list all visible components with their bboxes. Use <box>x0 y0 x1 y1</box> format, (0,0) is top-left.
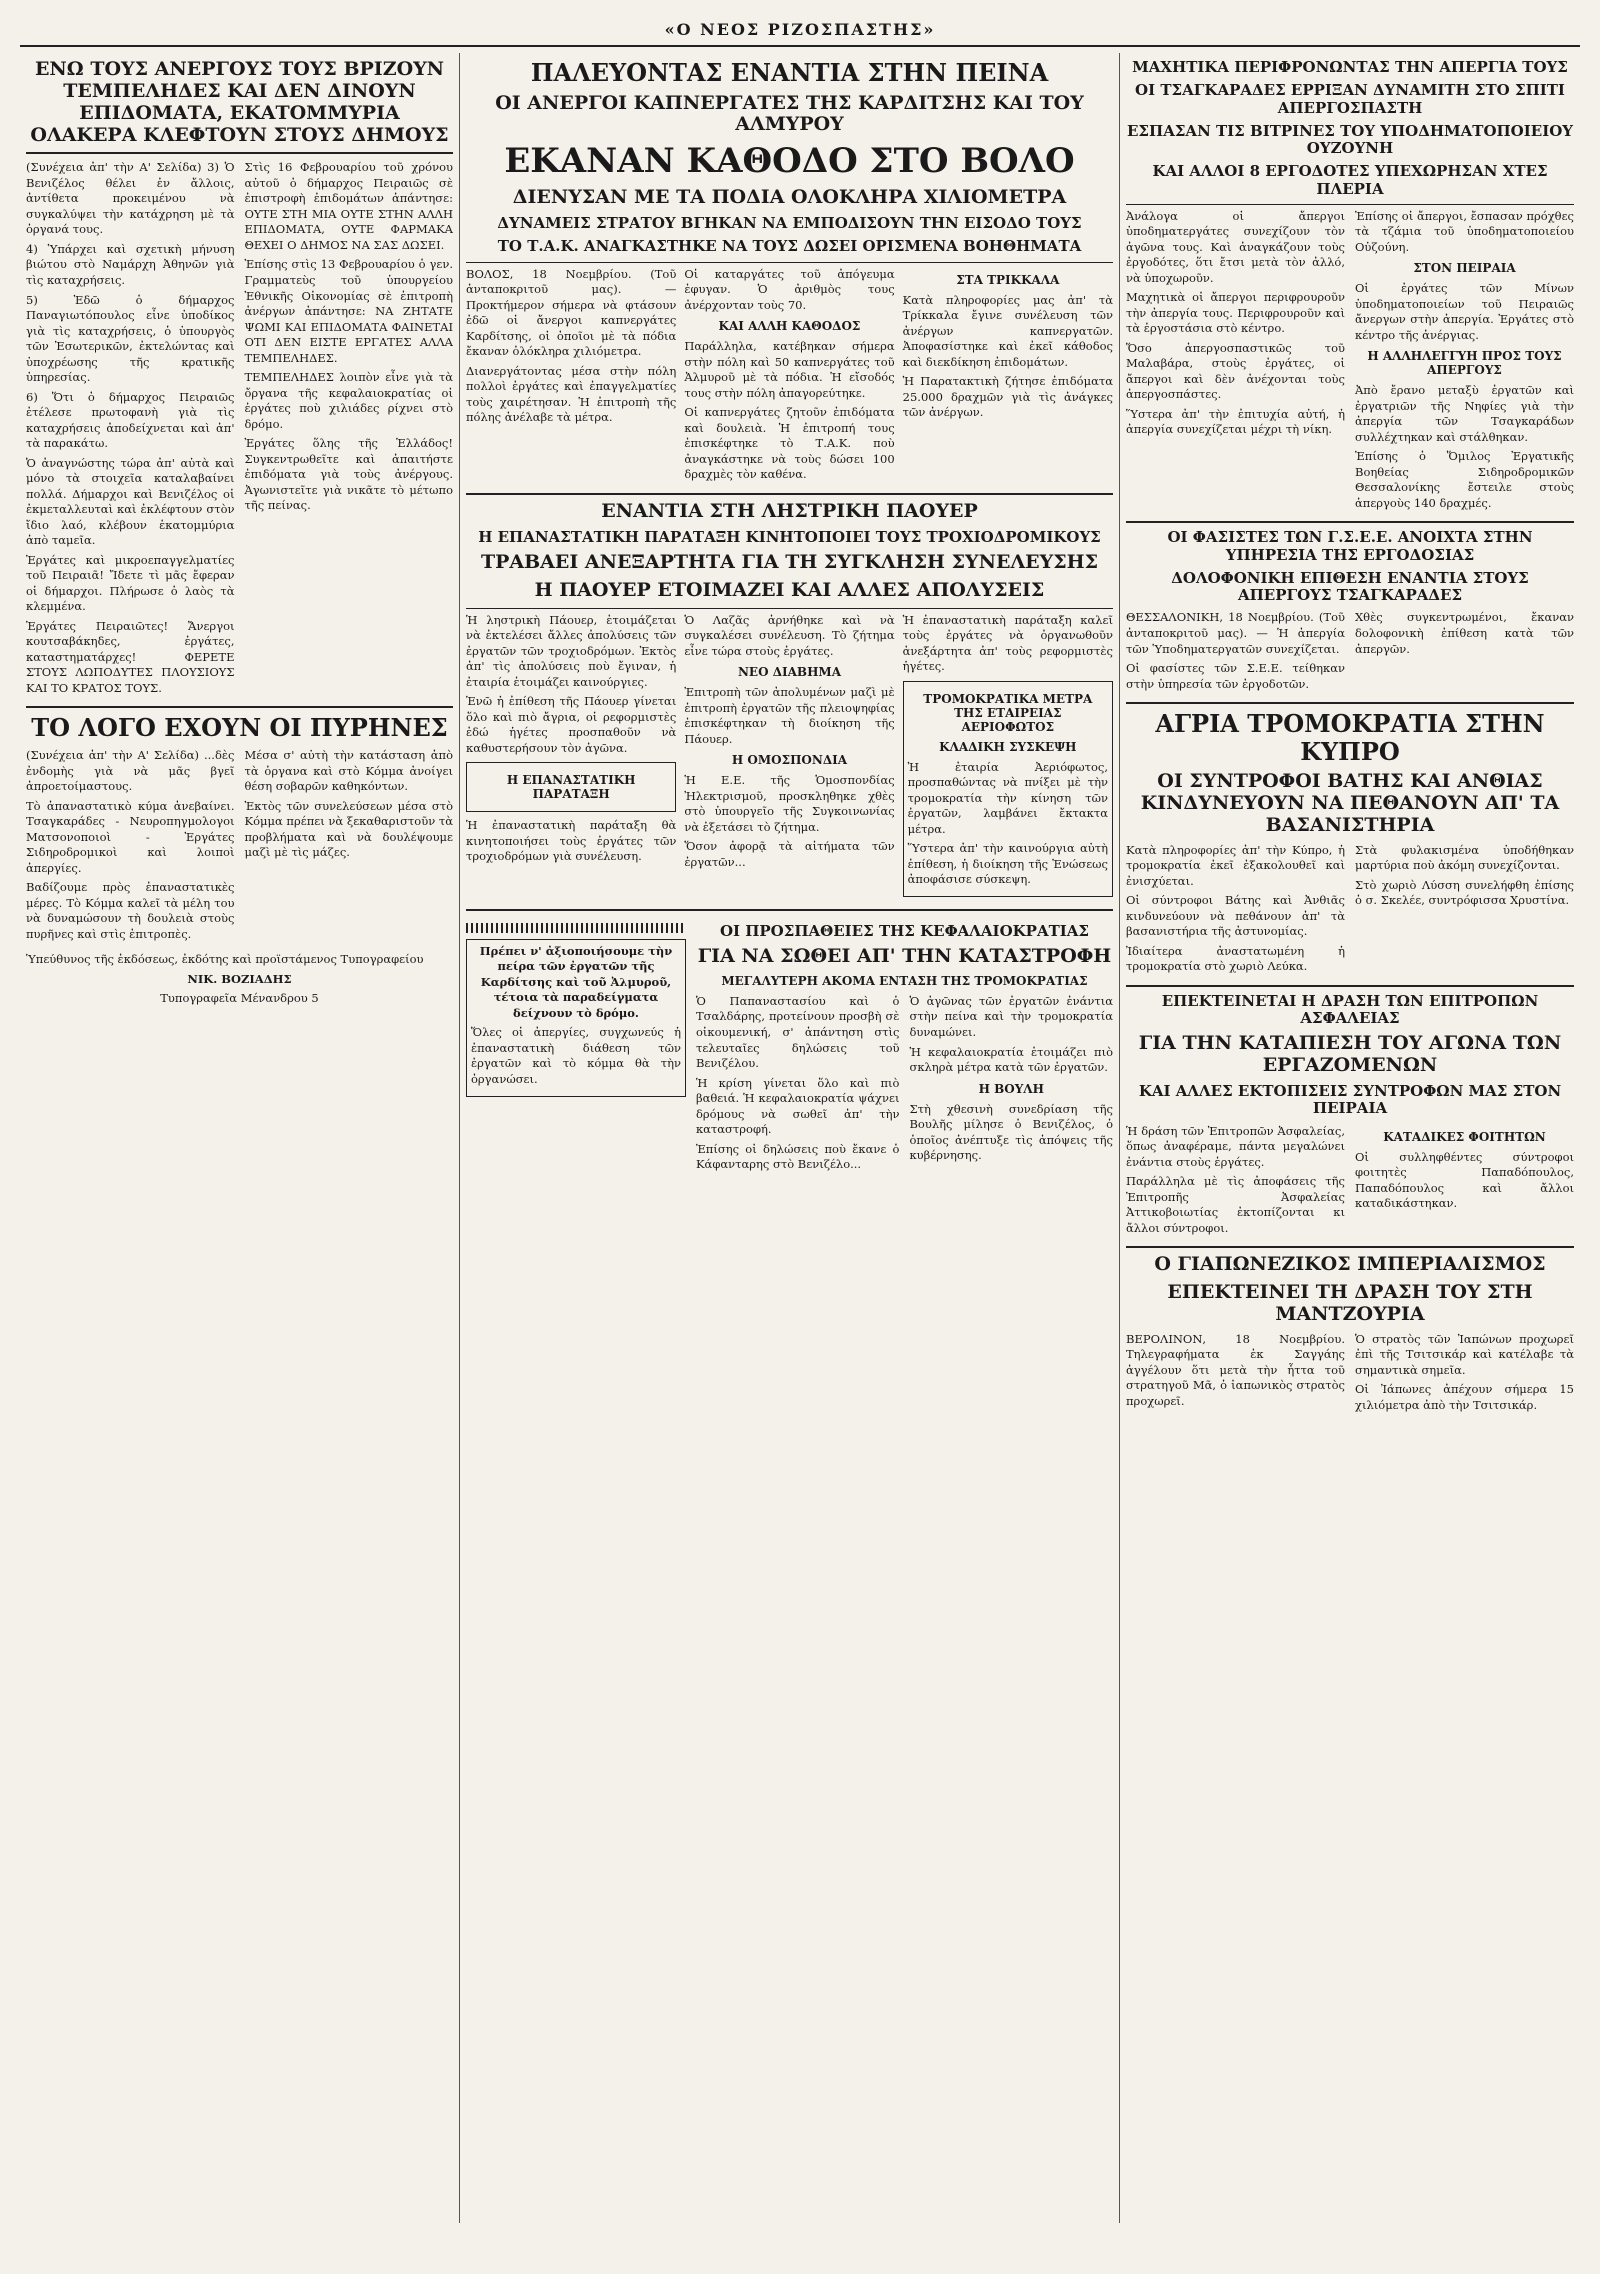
paragraph: Κατὰ πληροφορίες ἀπ' τὴν Κύπρο, ἡ τρομοκρατία ἐκεῖ ἐξακολουθεῖ καὶ ἐνισχύεται. <box>1126 842 1345 888</box>
imprint-signature: ΝΙΚ. ΒΟΖΙΑΔΗΣ <box>187 971 292 986</box>
capital-body <box>696 994 1113 1177</box>
paragraph: ΒΟΛΟΣ, 18 Νοεμβρίου. (Τοῦ ἀνταποκριτοῦ μας). — Προκτήμερον σήμερα νὰ φτάσουν ἐδῶ οἱ ἄνεργοι καπνεργάτες Καρδίτσης, οἱ ὁποῖοι μὲ τὰ πόδια ἔκαναν ὁλόκληρα χιλιόμετρα. <box>466 266 677 359</box>
divider <box>1126 204 1574 205</box>
paragraph: Ἐπίσης ὁ Ὅμιλος Ἐργατικῆς Βοηθείας Σιδηροδρομικῶν Θεσσαλονίκης ἔστειλε στοὺς ἀπεργοὺς 140 δραχμές. <box>1355 449 1574 510</box>
strike-line2: ΟΙ ΤΣΑΓΚΑΡΑΔΕΣ ΕΡΡΙΞΑΝ ΔΥΝΑΜΙΤΗ ΣΤΟ ΣΠΙΤΙ ΑΠΕΡΓΟΣΠΑΣΤΗ <box>1135 81 1565 117</box>
paragraph: Τὸ ἀπαναστατικὸ κύμα ἀνεβαίνει. Τσαγκαράδες - Νευροπηγμολογοι Ματσονοποιοὶ - Ἐργάτες Σιδηροδρομικοὶ καὶ λοιποὶ ἀπεργίες. <box>26 798 235 875</box>
japan-line2: ΕΠΕΚΤΕΙΝΕΙ ΤΗ ΔΡΑΣΗ ΤΟΥ ΣΤΗ ΜΑΝΤΖΟΥΡΙΑ <box>1167 1281 1533 1325</box>
capital-line1: ΟΙ ΠΡΟΣΠΑΘΕΙΕΣ ΤΗΣ ΚΕΦΑΛΑΙΟΚΡΑΤΙΑΣ <box>719 921 1090 940</box>
paragraph: Οἱ φασίστες τῶν Σ.Ε.Ε. τείθηκαν στὴν ὑπηρεσία τῶν ἐργοδοτῶν. <box>1126 661 1345 691</box>
paragraph: Ἡ Ε.Ε. τῆς Ὁμοσπονδίας Ἠλεκτρισμοῦ, προσκληθηκε χθὲς στὸ ὑπουργεῖο τῆς Συγκοινωνίας νὰ ἐξετάσει τὸ ζήτημα. <box>684 773 895 834</box>
fascists-line1: ΟΙ ΦΑΣΙΣΤΕΣ ΤΩΝ Γ.Σ.Ε.Ε. ΑΝΟΙΧΤΑ ΣΤΗΝ ΥΠΗΡΕΣΙΑ ΤΗΣ ΕΡΓΟΔΟΣΙΑΣ <box>1167 528 1533 564</box>
paragraph: Ἀνάλογα οἱ ἄπεργοι ὑποδηματεργάτες συνεχίζουν τὸν ἀγῶνα τους. Καὶ ἀναγκάζουν τοὺς ἐργοδότες, ὅτι ἔτσι μετὰ τὸν ἀλλό, νὰ ὑποχωροῦν. <box>1126 208 1345 285</box>
paragraph: Ἐργάτες καὶ μικροεπαγγελματίες τοῦ Πειραιᾶ! Ἴδετε τὶ μᾶς ἔφεραν οἱ δήμαρχοι. Πλήρωσε ὁ λαὸς τὰ κλεμμένα. <box>26 552 235 614</box>
main-headline: ΕΚΑΝΑΝ ΚΑΘΟΔΟ ΣΤΟ ΒΟΛΟ <box>504 141 1075 182</box>
subheading: ΣΤΟΝ ΠΕΙΡΑΙΑ <box>1413 261 1516 276</box>
strike-body <box>1126 209 1574 516</box>
strike-line4: ΚΑΙ ΑΛΛΟΙ 8 ΕΡΓΟΔΟΤΕΣ ΥΠΕΧΩΡΗΣΑΝ ΧΤΕΣ ΠΛΕΡΙΑ <box>1152 162 1548 198</box>
paragraph: Βαδίζουμε πρὸς ἐπαναστατικὲς μέρες. Τὸ Κόμμα καλεῖ τὰ μέλη του νὰ δυναμώσουν τὴ δουλειὰ στοὺς πυρῆνες καὶ στὶς ἐπιτροπὲς. <box>26 880 235 941</box>
paragraph: Οἱ συλληφθέντες σύντροφοι φοιτητὲς Παπαδόπουλος, Παπαδόπουλος καὶ ἄλλοι καταδικάστηκαν. <box>1355 1149 1574 1211</box>
paragraph: (Συνέχεια ἀπ' τὴν Α' Σελίδα) 3) Ὁ Βενιζέλος θέλει ἐν ἄλλοις, ἀντίθετα προκειμένου νὰ συγκαλύψει τὴν κατάχρηση μὲ τὰ ὀργανά τους. <box>26 160 235 237</box>
paragraph: Ὁ ἀγῶνας τῶν ἐργατῶν ἐνάντια στὴν πείνα καὶ τὴν τρομοκρατία δυναμώνει. <box>909 993 1113 1039</box>
paragraph: Στὸ χωριὸ Λύσση συνελήφθη ἐπίσης ὁ σ. Σκελέε, συντρόφισσα Χρυστίνα. <box>1355 877 1574 908</box>
imprint <box>26 952 453 1007</box>
main-line3: ΔΙΕΝΥΣΑΝ ΜΕ ΤΑ ΠΟΔΙΑ ΟΛΟΚΛΗΡΑ ΧΙΛΙΟΜΕΤΡΑ <box>512 186 1067 209</box>
paragraph: Ἡ δράση τῶν Ἐπιτροπῶν Ἀσφαλείας, ὅπως ἀναφέραμε, πάντα μεγαλώνει ἐνάντια στοὺς ἐργάτες. <box>1126 1123 1345 1169</box>
japan-body <box>1126 1332 1574 1418</box>
column-center <box>460 53 1120 2223</box>
paragraph: Οἱ καταργάτες τοῦ ἀπόγευμα ἐφυγαν. Ὁ ἀριθμὸς τους ἀνέρχονταν τοὺς 70. <box>684 266 895 312</box>
divider <box>1126 521 1574 523</box>
subheading: ΚΑΤΑΔΙΚΕΣ ΦΟΙΤΗΤΩΝ <box>1383 1129 1546 1144</box>
paragraph: Ἡ κεφαλαιοκρατία ἑτοιμάζει πιὸ σκληρὰ μέτρα κατὰ τῶν ἐργατῶν. <box>909 1044 1113 1075</box>
fascists-line2: ΔΟΛΟΦΟΝΙΚΗ ΕΠΙΘΕΣΗ ΕΝΑΝΤΙΑ ΣΤΟΥΣ ΑΠΕΡΓΟΥΣ ΤΣΑΓΚΑΡΑΔΕΣ <box>1171 568 1529 605</box>
divider <box>466 262 1113 263</box>
divider <box>26 152 453 154</box>
paragraph: Ὁ Λαζᾶς ἀρνήθηκε καὶ νὰ συγκαλέσει συνέλευση. Τὸ ζήτημα εἶνε τώρα στοὺς ἐργάτες. <box>684 612 895 658</box>
subheading: Η ΟΜΟΣΠΟΝΔΙΑ <box>731 753 848 768</box>
divider <box>1126 1246 1574 1248</box>
column-left <box>20 53 460 2223</box>
paragraph: ΘΕΣΣΑΛΟΝΙΚΗ, 18 Νοεμβρίου. (Τοῦ ἀνταποκριτοῦ μας). — Ἡ ἀπεργία τῶν Ὑποδηματεργατῶν συνεχίζεται. <box>1126 610 1345 656</box>
paragraph: Στὶς 16 Φεβρουαρίου τοῦ χρόνου αὐτοῦ ὁ δήμαρχος Πειραιῶς σὲ ἐπιστροφὴ ἐπιδομάτων ἀπάντησε: ΟΥΤΕ ΣΤΗ ΜΙΑ ΟΥΤΕ ΣΤΗΝ ΑΛΛΗ ΕΠΙΔΟΜΑΤΑ, ΟΥΤΕ ΦΑΡΜΑΚΑ ΘΕΧΕΙ Ο ΔΗΜΟΣ ΝΑ ΣΑΣ ΔΩΣΕΙ. <box>244 160 453 252</box>
power-line1: ΕΝΑΝΤΙΑ ΣΤΗ ΛΗΣΤΡΙΚΗ ΠΑΟΥΕΡ <box>601 499 978 522</box>
main-line2: ΟΙ ΑΝΕΡΓΟΙ ΚΑΠΝΕΡΓΑΤΕΣ ΤΗΣ ΚΑΡΔΙΤΣΗΣ ΚΑΙ ΤΟΥ ΑΛΜΥΡΟΥ <box>495 91 1084 136</box>
paragraph: Διανεργάτοντας μέσα στὴν πόλη πολλοὶ ἐργάτες καὶ ἐπαγγελματίες τοὺς χαιρέτησαν. Ἡ ἐπιτροπὴ τῆς πόλης ἀνέλαβε τὰ μέτρα. <box>466 363 677 425</box>
subheading: ΚΑΙ ΑΛΛΗ ΚΑΘΟΔΟΣ <box>718 319 861 334</box>
paragraph: Ἡ ἐπαναστατικὴ παράταξη θὰ κινητοποιήσει τοὺς ἐργάτες τῶν τροχιοδρόμων γιὰ συνέλευση. <box>466 818 677 864</box>
fascists-body <box>1126 610 1574 696</box>
boxed-callout <box>466 939 686 1097</box>
paragraph: Ἡ κρίση γίνεται ὅλο καὶ πιὸ βαθειά. Ἡ κεφαλαιοκρατία ψάχνει δρόμους νὰ σωθεῖ ἀπ' τὴν καταστροφή. <box>695 1075 900 1137</box>
divider <box>1126 702 1574 704</box>
power-body <box>466 613 1113 903</box>
paragraph: 6) Ὅτι ὁ δήμαρχος Πειραιῶς ἐτέλεσε πρωτοφανὴ γιὰ τὶς καταχρήσεις ἀποδείχνεται καὶ ἀπ' τὰ παρακάτω. <box>26 389 235 451</box>
strike-line1: ΜΑΧΗΤΙΚΑ ΠΕΡΙΦΡΟΝΩΝΤΑΣ ΤΗΝ ΑΠΕΡΓΙΑ ΤΟΥΣ <box>1132 58 1568 76</box>
divider <box>466 909 1113 911</box>
paragraph: Ὅσον ἀφορᾷ τὰ αἰτήματα τῶν ἐργατῶν... <box>684 839 895 869</box>
security-line2: ΓΙΑ ΤΗΝ ΚΑΤΑΠΙΕΣΗ ΤΟΥ ΑΓΩΝΑ ΤΩΝ ΕΡΓΑΖΟΜΕΝΩΝ <box>1138 1032 1562 1077</box>
paragraph: 4) Ὑπάρχει καὶ σχετικὴ μήνυση βιώτου στὸ Ναμάρχη Ἀθηνῶν γιὰ τὶς καταχρήσεις. <box>26 241 235 287</box>
subheading: Η ΕΠΑΝΑΣΤΑΤΙΚΗ ΠΑΡΑΤΑΞΗ <box>506 773 636 802</box>
power-line3: ΤΡΑΒΑΕΙ ΑΝΕΞΑΡΤΗΤΑ ΓΙΑ ΤΗ ΣΥΓΚΛΗΣΗ ΣΥΝΕΛΕΥΣΗΣ <box>480 551 1099 573</box>
cyprus-line1: ΑΓΡΙΑ ΤΡΟΜΟΚΡΑΤΙΑ ΣΤΗΝ ΚΥΠΡΟ <box>1155 709 1545 766</box>
paragraph: Ἡ ἐπαναστατικὴ παράταξη καλεῖ τοὺς ἐργάτες νὰ ὀργανωθοῦν ἀνεξάρτητα ἀπ' τοὺς ρεφορμιστὲς ἡγέτες. <box>902 612 1113 674</box>
paragraph: (Συνέχεια ἀπ' τὴν Α' Σελίδα) ...δὲς ἐνδομὴς γιὰ νὰ μᾶς βγεῖ ἀπροετοίμαστους. <box>26 747 235 794</box>
paragraph: Στὴ χθεσινὴ συνεδρίαση τῆς Βουλῆς μίλησε ὁ Βενιζέλος, ὁ ὁποῖος ἀνέπτυξε τὶς ἀπόψεις τῆς κυβέρνησης. <box>909 1101 1113 1163</box>
paragraph: Ἐργάτες ὅλης τῆς Ἑλλάδος! Συγκεντρωθεῖτε καὶ ἀπαιτήστε ἐπιδόματα γιὰ τοὺς ἀνέργους. Ἀγωνιστεῖτε γιὰ νικᾶτε τὸ μέτωπο τῆς πείνας. <box>244 436 453 513</box>
strike-line3: ΕΣΠΑΣΑΝ ΤΙΣ ΒΙΤΡΙΝΕΣ ΤΟΥ ΥΠΟΔΗΜΑΤΟΠΟΙΕΙΟΥ ΟΥΖΟΥΝΗ <box>1126 121 1573 157</box>
paragraph: Μέσα σ' αὐτὴ τὴν κατάσταση ἀπὸ τὰ ὀργανα καὶ στὸ Κόμμα ἀνοίγει θέση σοβαρῶν καθηκόντων. <box>244 747 453 794</box>
power-line4: Η ΠΑΟΥΕΡ ΕΤΟΙΜΑΖΕΙ ΚΑΙ ΑΛΛΕΣ ΑΠΟΛΥΣΕΙΣ <box>534 578 1045 601</box>
security-line1: ΕΠΕΚΤΕΙΝΕΤΑΙ Η ΔΡΑΣΗ ΤΩΝ ΕΠΙΤΡΟΠΩΝ ΑΣΦΑΛΕΙΑΣ <box>1161 991 1539 1028</box>
paragraph: Ἐκτὸς τῶν συνελεύσεων μέσα στὸ Κόμμα πρέπει νὰ ξεκαθαριστοῦν τὰ προβλήματα καὶ νὰ δουλέψουμε μαζὶ μὲ τὶς μάζες. <box>244 798 453 860</box>
paragraph: Οἱ ἐργάτες τῶν Μίνων ὑποδηματοποιείων τοῦ Πειραιῶς ἄνεργων στὴν ἀπεργία. Ἐργάτες στὸ κέντρο τῆς ἀνέργιας. <box>1355 281 1574 342</box>
security-body <box>1126 1124 1574 1241</box>
paragraph: Ἐνῶ ἡ ἐπίθεση τῆς Πάουερ γίνεται ὅλο καὶ πιὸ ἄγρια, οἱ ρεφορμιστὲς ἐδώ ἡγέτες προσπαθοῦν νὰ καθυστερήσουν τὸν ἀγῶνα. <box>466 694 677 755</box>
main-line4: ΔΥΝΑΜΕΙΣ ΣΤΡΑΤΟΥ ΒΓΗΚΑΝ ΝΑ ΕΜΠΟΔΙΣΟΥΝ ΤΗΝ ΕΙΣΟΔΟ ΤΟΥΣ <box>497 214 1082 233</box>
imprint-line: Ὑπεύθυνος τῆς ἐκδόσεως, ἐκδότης καὶ προϊστάμενος Τυπογραφείου <box>26 952 424 967</box>
paragraph: Ὁ στρατὸς τῶν Ἰαπώνων προχωρεῖ ἐπὶ τῆς Τσιτσικάρ καὶ κατέλαβε τὰ σημαντικὰ σημεῖα. <box>1355 1331 1574 1377</box>
boxed-heading <box>466 762 676 812</box>
rule-ornament <box>466 923 686 933</box>
masthead: «Ο ΝΕΟΣ ΡΙΖΟΣΠΑΣΤΗΣ» <box>20 20 1580 47</box>
paragraph: Ὕστερα ἀπ' τὴν ἐπιτυχία αὐτή, ἡ ἀπεργία συνεχίζεται μέχρι τὴ νίκη. <box>1126 406 1345 437</box>
subheading: Η ΒΟΥΛΗ <box>978 1081 1044 1096</box>
capital-line3: ΜΕΓΑΛΥΤΕΡΗ ΑΚΟΜΑ ΕΝΤΑΣΗ ΤΗΣ ΤΡΟΜΟΚΡΑΤΙΑΣ <box>721 973 1088 988</box>
headline-cells: ΤΟ ΛΟΓΟ ΕΧΟΥΝ ΟΙ ΠΥΡΗΝΕΣ <box>31 713 448 743</box>
paragraph: Στὰ φυλακισμένα ὑποδήθηκαν μαρτύρια ποὺ ἀκόμη συνεχίζονται. <box>1355 842 1574 873</box>
capital-section <box>466 917 1113 1177</box>
paragraph: Οἱ σύντροφοι Βάτης καὶ Ἀνθιᾶς κινδυνεύουν νὰ πεθάνουν ἀπ' τὰ βασανιστήρια τῆς ἀστυνομίας. <box>1126 893 1345 939</box>
paragraph: Ἐπιτροπὴ τῶν ἀπολυμένων μαζὶ μὲ ἐπιτροπὴ ἐργατῶν τῆς πλειοψηφίας ἐπισκέφτηκαν τὴ διοίκηση τῆς Πάουερ. <box>684 685 895 746</box>
aero-sub: ΚΛΑΔΙΚΗ ΣΥΣΚΕΨΗ <box>939 739 1077 754</box>
paragraph: Οἱ καπνεργάτες ζητοῦν ἐπιδόματα καὶ δουλειὰ. Ἡ ἐπιτροπή τους ἐπισκέφτηκε τὸ Τ.Α.Κ. ποὺ ἀναγκάστηκε νὰ τοὺς δώσει 100 δραχμὲς τὸν καθένα. <box>684 405 895 482</box>
paragraph: Ὕστερα ἀπ' τὴν καινούργια αὐτὴ ἐπίθεση, ἡ διοίκηση τῆς Ἑνώσεως ἀποφάσισε σύσκεψη. <box>907 841 1108 887</box>
aero-title: ΤΡΟΜΟΚΡΑΤΙΚΑ ΜΕΤΡΑ ΤΗΣ ΕΤΑΙΡΕΙΑΣ ΑΕΡΙΟΦΩΤΟΣ <box>923 691 1093 734</box>
paragraph: Ἡ ληστρικὴ Πάουερ, ἑτοιμάζεται νὰ ἐκτελέσει ἄλλες ἀπολύσεις τῶν ἐργατῶν τῶν τροχιοδρόμων. Ἐκτὸς ἀπ' τὶς ἀπολύσεις ποὺ ἔγιναν, ἡ ἐταιρία ἑτοιμάζει καινούργιες. <box>466 612 677 689</box>
paragraph: Ὅσο ἀπεργοσπαστικῶς τοῦ Μαλαβάρα, στοὺς ἐργάτες, οἱ ἄπεργοι καὶ δὲν ἀνέχονται τοὺς ἀπεργοσπάστες. <box>1126 340 1345 402</box>
article-cells-body <box>26 748 453 946</box>
column-right <box>1120 53 1580 2223</box>
imprint-printer: Τυπογραφεῖα Μένανδρου 5 <box>160 991 319 1006</box>
paragraph: Ἐργάτες Πειραιῶτες! Ἄνεργοι κουτσαβάκηδες, ἐργάτες, καταστηματάρχες! ΦΕΡΕΤΕ ΣΤΟΥΣ ΛΩΠΟΔΥΤΕΣ ΠΛΟΥΣΙΟΥΣ ΚΑΙ ΤΟ ΚΡΑΤΟΣ ΤΟΥΣ. <box>26 618 235 695</box>
paragraph: Ἡ ἐταιρία Ἀεριόφωτος, προσπαθώντας νὰ πνίξει μὲ τὴν τρομοκρατία τὴν κίνηση τῶν ἐργατῶν, λαμβάνει ἔκτακτα μέτρα. <box>907 759 1108 836</box>
paragraph: Οἱ Ἰάπωνες ἀπέχουν σήμερα 15 χιλιόμετρα ἀπὸ τὴν Τσιτσικάρ. <box>1355 1382 1574 1412</box>
paragraph: Ἡ Παρατακτικὴ ζήτησε ἐπιδόματα 25.000 δραχμῶν γιὰ τὶς ἀνάγκες τῶν ἀνέργων. <box>902 374 1113 420</box>
paragraph: Πρέπει ν' ἀξιοποιήσουμε τὴν πείρα τῶν ἐργατῶν τῆς Καρδίτσης καὶ τοῦ Ἀλμυροῦ, τέτοια τὰ παραδείγματα δείχνουν τὸ δρόμο. <box>479 943 673 1020</box>
capital-line2: ΓΙΑ ΝΑ ΣΩΘΕΙ ΑΠ' ΤΗΝ ΚΑΤΑΣΤΡΟΦΗ <box>697 945 1112 968</box>
paragraph: Ὁ ἀναγνώστης τώρα ἀπ' αὐτὰ καὶ μόνο τὰ στοιχεῖα καταλαβαίνει πολλά. Δήμαρχοι καὶ Βενιζέλος οἱ ἐκμεταλλευταὶ καὶ ἐκλέφτουν στὸν ἴδιο λαό, κλέβουν ἑκατομμύρια ἀπὸ ταμεῖα. <box>26 455 235 548</box>
paragraph: Χθὲς συγκεντρωμένοι, ἔκαναν δολοφονικὴ ἐπίθεση κατὰ τῶν ἀπεργῶν. <box>1355 610 1574 656</box>
subheading: Η ΑΛΛΗΛΕΓΓΥΗ ΠΡΟΣ ΤΟΥΣ ΑΠΕΡΓΟΥΣ <box>1367 349 1562 378</box>
japan-line1: Ο ΓΙΑΠΩΝΕΖΙΚΟΣ ΙΜΠΕΡΙΑΛΙΣΜΟΣ <box>1154 1253 1546 1276</box>
paragraph: Ἀπὸ ἔρανο μεταξὺ ἐργατῶν καὶ ἐργατριῶν τῆς Νηφίες γιὰ τὴν ἀπεργία τῶν Τσαγκαράδων συλλέχτηκαν καὶ στάλθηκαν. <box>1355 383 1574 444</box>
divider <box>466 493 1113 495</box>
paragraph: Ὅλες οἱ ἀπεργίες, συγχωνεύς ἡ ἐπαναστατικὴ διάθεση τῶν ἐργατῶν καὶ τὸ κόμμα θὰ τὴν ὀργανώσει. <box>471 1025 681 1086</box>
subheading: ΣΤΑ ΤΡΙΚΚΑΛΑ <box>956 272 1060 287</box>
paragraph: ΤΕΜΠΕΛΗΔΕΣ λοιπὸν εἶνε γιὰ τὰ ὄργανα τῆς κεφαλαιοκρατίας οἱ ἐργάτες ποὺ χιλιάδες ρίχνει στὸ δρόμο. <box>244 370 453 431</box>
main-body <box>466 267 1113 487</box>
paragraph: Ἰδιαίτερα ἀναστατωμένη ἡ τρομοκρατία στὸ χωριὸ Λεύκα. <box>1126 943 1345 974</box>
paragraph: Μαχητικὰ οἱ ἄπεργοι περιφρουροῦν τὴν ἀπεργία τους. Περιφρουροῦν καὶ τὰ ἐργοστάσια στὸ κέντρο. <box>1126 290 1345 336</box>
columns <box>20 53 1580 2223</box>
paragraph: Κατὰ πληροφορίες μας ἀπ' τὰ Τρίκκαλα ἔγινε συνέλευση τῶν ἀνέργων καπνεργατῶν. Ἀποφασίστηκε καὶ ἐκεῖ κάθοδος καὶ διεκδίκηση ἐπιδομάτων. <box>902 292 1113 369</box>
article-unemployed-body <box>26 160 453 700</box>
security-line3: ΚΑΙ ΑΛΛΕΣ ΕΚΤΟΠΙΣΕΙΣ ΣΥΝΤΡΟΦΩΝ ΜΑΣ ΣΤΟΝ ΠΕΙΡΑΙΑ <box>1138 1082 1562 1118</box>
power-line2: Η ΕΠΑΝΑΣΤΑΤΙΚΗ ΠΑΡΑΤΑΞΗ ΚΙΝΗΤΟΠΟΙΕΙ ΤΟΥΣ ΤΡΟΧΙΟΔΡΟΜΙΚΟΥΣ <box>478 527 1101 546</box>
divider <box>1126 985 1574 987</box>
paragraph: Ἐπίσης οἱ ἄπεργοι, ἔσπασαν πρόχθες τὰ τζάμια τοῦ ὑποδηματοποιείου Οὐζούνη. <box>1355 208 1574 254</box>
paragraph: Ἐπίσης στὶς 13 Φεβρουαρίου ὁ γεν. Γραμματεὺς τοῦ ὑπουργείου Ἐθνικῆς Οἰκονομίας σὲ ἐπιτροπὴ ἀνέργων ἀπάντησε: ΝΑ ΖΗΤΑΤΕ ΨΩΜΙ ΚΑΙ ΕΠΙΔΟΜΑΤΑ ΦΑΙΝΕΤΑΙ ΟΤΙ ΔΕΝ ΕΙΣΤΕ ΕΡΓΑΤΕΣ ΑΛΛΑ ΤΕΜΠΕΛΗΔΕΣ. <box>244 257 453 365</box>
paragraph: 5) Ἐδῶ ὁ δήμαρχος Παναγιωτόπουλος εἶνε ὑποδίκος γιὰ τὶς καταχρήσεις, ὁ ὑπουργὸς τῶν Ἐσωτερικῶν, ἐκτελώντας καὶ ὑποχρέωσης τῆς κρατικῆς ὑπηρεσίας. <box>26 292 235 385</box>
aero-box <box>903 681 1113 897</box>
main-line5: ΤΟ Τ.Α.Κ. ΑΝΑΓΚΑΣΤΗΚΕ ΝΑ ΤΟΥΣ ΔΩΣΕΙ ΟΡΙΣΜΕΝΑ ΒΟΗΘΗΜΑΤΑ <box>497 237 1082 256</box>
headline-unemployed: ΕΝΩ ΤΟΥΣ ΑΝΕΡΓΟΥΣ ΤΟΥΣ ΒΡΙΖΟΥΝ ΤΕΜΠΕΛΗΔΕΣ ΚΑΙ ΔΕΝ ΔΙΝΟΥΝ ΕΠΙΔΟΜΑΤΑ, ΕΚΑΤΟΜΜΥΡΙΑ ΟΛΑΚΕΡΑ ΚΛΕΦΤΟΥΝ ΣΤΟΥΣ ΔΗΜΟΥΣ <box>30 58 449 146</box>
cyprus-line2: ΟΙ ΣΥΝΤΡΟΦΟΙ ΒΑΤΗΣ ΚΑΙ ΑΝΘΙΑΣ ΚΙΝΔΥΝΕΥΟΥΝ ΝΑ ΠΕΘΑΝΟΥΝ ΑΠ' ΤΑ ΒΑΣΑΝΙΣΤΗΡΙΑ <box>1140 770 1560 836</box>
subheading: ΝΕΟ ΔΙΑΒΗΜΑ <box>737 665 842 680</box>
paragraph: Παράλληλα μὲ τὶς ἀποφάσεις τῆς Ἐπιτροπῆς Ἀσφαλείας Ἀττικοβοιωτίας ἐκτοπίζονται κι ἄλλοι σύντροφοι. <box>1126 1174 1345 1235</box>
divider <box>466 608 1113 609</box>
paragraph: Ἐπίσης οἱ δηλώσεις ποὺ ἔκανε ὁ Κάφανταρης στὸ Βενιζέλο... <box>695 1141 900 1172</box>
paragraph: ΒΕΡΟΛΙΝΟΝ, 18 Νοεμβρίου. Τηλεγραφήματα ἐκ Σαγγάης ἀγγέλουν ὅτι μετὰ τὴν ἧττα τοῦ στρατηγοῦ Μᾶ, ὁ ἰαπωνικὸς στρατὸς προχωρεῖ. <box>1126 1331 1345 1408</box>
main-kicker: ΠΑΛΕΥΟΝΤΑΣ ΕΝΑΝΤΙΑ ΣΤΗΝ ΠΕΙΝΑ <box>530 58 1049 87</box>
newspaper-page <box>20 20 1580 2234</box>
cyprus-body <box>1126 843 1574 979</box>
paragraph: Ὁ Παπαναστασίου καὶ ὁ Τσαλδάρης, προτείνουν προσβὴ σὲ οἰκουμενική, σ' ἀπάντηση στὶς τελευταῖες δηλώσεις τοῦ Βενιζέλου. <box>695 993 900 1071</box>
divider <box>26 706 453 708</box>
paragraph: Παράλληλα, κατέβηκαν σήμερα στὴν πόλη καὶ 50 καπνεργάτες τοῦ Ἀλμυροῦ μὲ τὰ πόδια. Ἡ εἴσοδός τους στὴν πόλη ἀπαγορεύτηκε. <box>684 339 895 400</box>
